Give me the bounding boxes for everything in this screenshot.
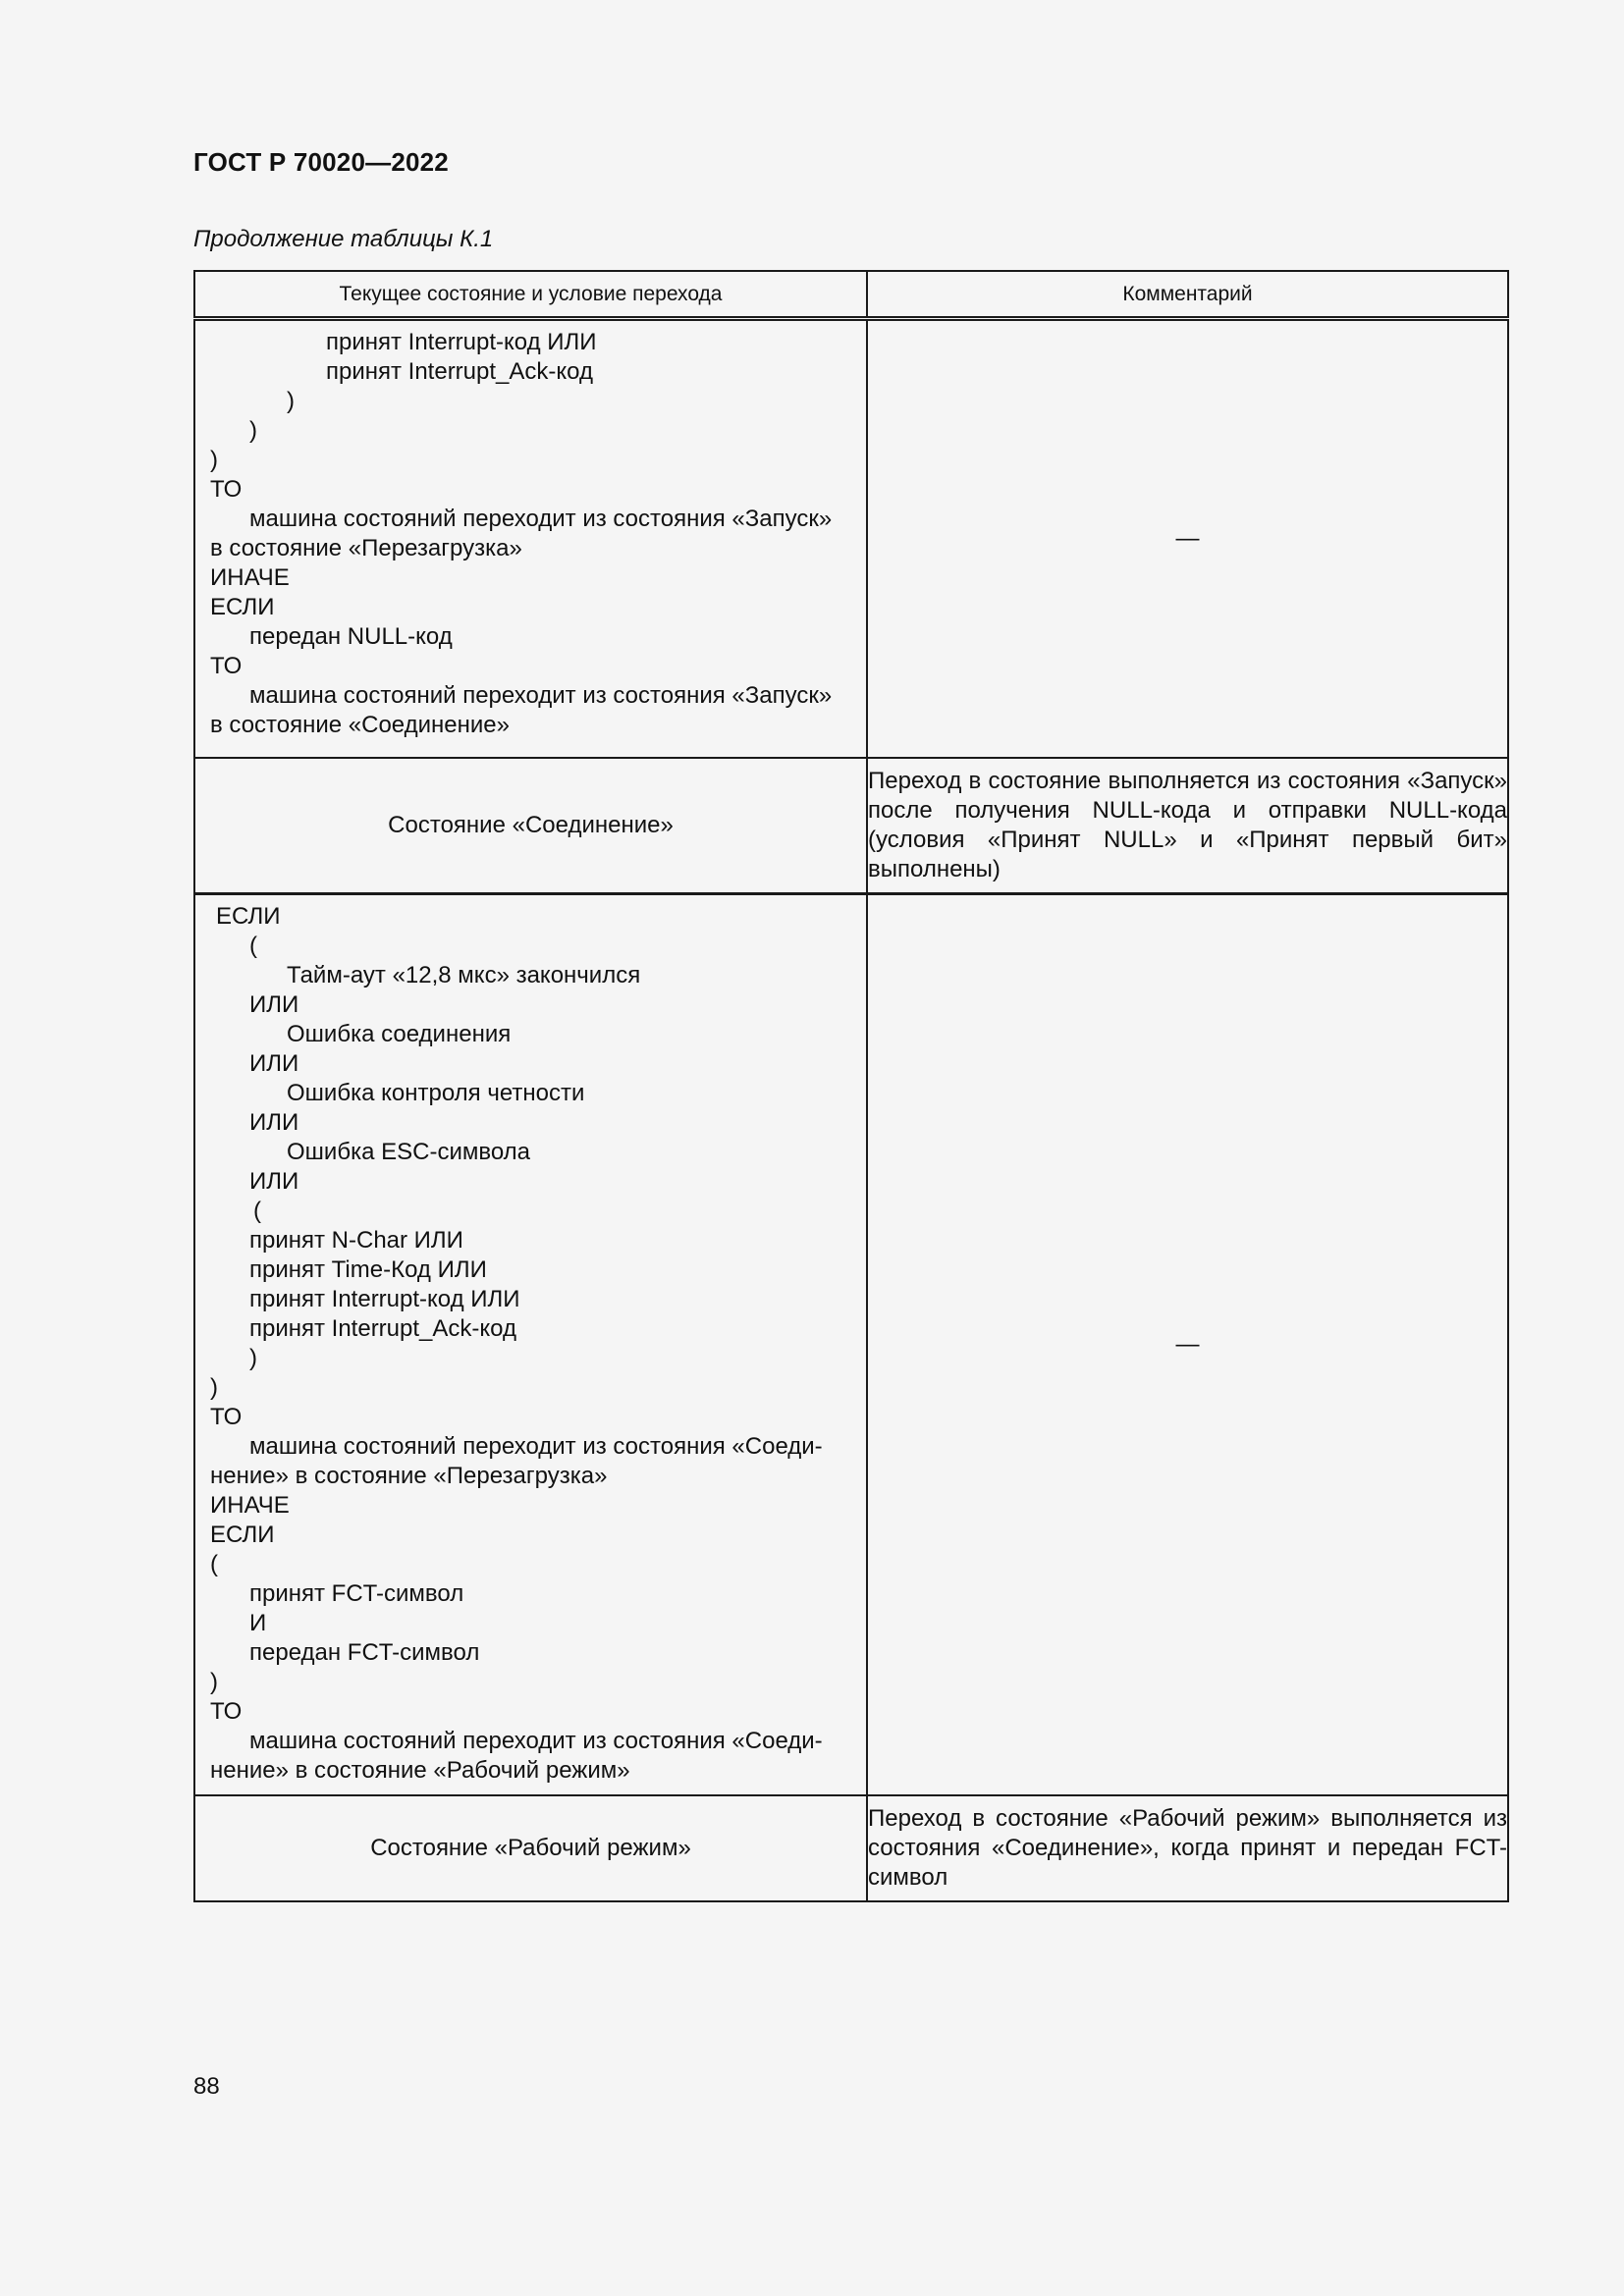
state-title-cell: Состояние «Рабочий режим» [194,1795,867,1901]
code-line: ТО [210,653,243,679]
code-line: ( [253,1198,261,1224]
code-line: передан NULL-код [249,623,453,650]
table-row [194,758,1508,894]
code-line: ЕСЛИ [210,1522,275,1548]
code-line: ИЛИ [249,1050,299,1077]
code-line: ТО [210,1698,243,1725]
code-line: Тайм-аут «12,8 мкс» закончился [287,962,641,988]
code-line: ) [287,388,295,414]
code-line: ИЛИ [249,991,299,1018]
comment-cell: — [867,894,1508,1796]
column-header-comment: Комментарий [867,271,1508,319]
code-line: ) [249,1345,257,1371]
code-line: ЕСЛИ [210,594,275,620]
code-line: ) [210,1374,218,1401]
code-line: принят Interrupt_Ack-код [249,1315,516,1342]
code-line: принят Interrupt_Ack-код [326,358,593,385]
table-header-row [194,271,1508,319]
table-row [194,894,1508,1796]
code-line: ) [249,417,257,444]
code-line: принят Interrupt-код ИЛИ [249,1286,520,1312]
code-line: принят N-Char ИЛИ [249,1227,463,1254]
code-line: ТО [210,1404,243,1430]
code-line: в состояние «Соединение» [210,712,510,738]
code-line: передан FCT-символ [249,1639,480,1666]
code-line: ИНАЧЕ [210,1492,290,1519]
column-header-condition: Текущее состояние и условие перехода [194,271,867,319]
code-line: принят Interrupt-код ИЛИ [326,329,597,355]
code-line: нение» в состояние «Рабочий режим» [210,1757,630,1784]
page-number: 88 [193,2073,220,2100]
table-row [194,1795,1508,1901]
comment-cell: Переход в состояние «Рабочий режим» выполняется из состояния «Соединение», когда принят и передан FCT-символ [867,1795,1508,1901]
code-line: машина состояний переходит из состояния «Соеди- [249,1728,823,1754]
code-line: машина состояний переходит из состояния «Соеди- [249,1433,823,1460]
code-line: нение» в состояние «Перезагрузка» [210,1463,608,1489]
code-line: в состояние «Перезагрузка» [210,535,522,561]
code-line: ИЛИ [249,1168,299,1195]
state-title-cell: Состояние «Соединение» [194,758,867,894]
code-line: ТО [210,476,243,503]
code-line: ИЛИ [249,1109,299,1136]
table-row [194,319,1508,759]
code-line: машина состояний переходит из состояния «Запуск» [249,682,833,709]
code-line: Ошибка ESC-символа [287,1139,531,1165]
condition-cell [194,319,867,759]
code-line: ( [249,933,257,959]
document-header: ГОСТ Р 70020—2022 [193,147,449,177]
comment-cell: — [867,319,1508,759]
code-line: Ошибка контроля четности [287,1080,585,1106]
comment-cell: Переход в состояние выполняется из состояния «Запуск» после получения NULL-кода и отправки NULL-кода (условия «Принят NULL» и «Принят первый бит» выполнены) [867,758,1508,894]
table-caption: Продолжение таблицы К.1 [193,226,494,252]
code-line: ) [210,1669,218,1695]
condition-cell [194,894,867,1796]
code-line: принят Time-Код ИЛИ [249,1256,487,1283]
code-line: принят FCT-символ [249,1580,464,1607]
code-line: И [249,1610,267,1636]
code-line: ИНАЧЕ [210,564,290,591]
code-line: ( [210,1551,218,1577]
state-transition-table [193,270,1509,1902]
code-line: ЕСЛИ [216,903,281,930]
code-line: ) [210,447,218,473]
code-line: Ошибка соединения [287,1021,512,1047]
code-line: машина состояний переходит из состояния «Запуск» [249,506,833,532]
